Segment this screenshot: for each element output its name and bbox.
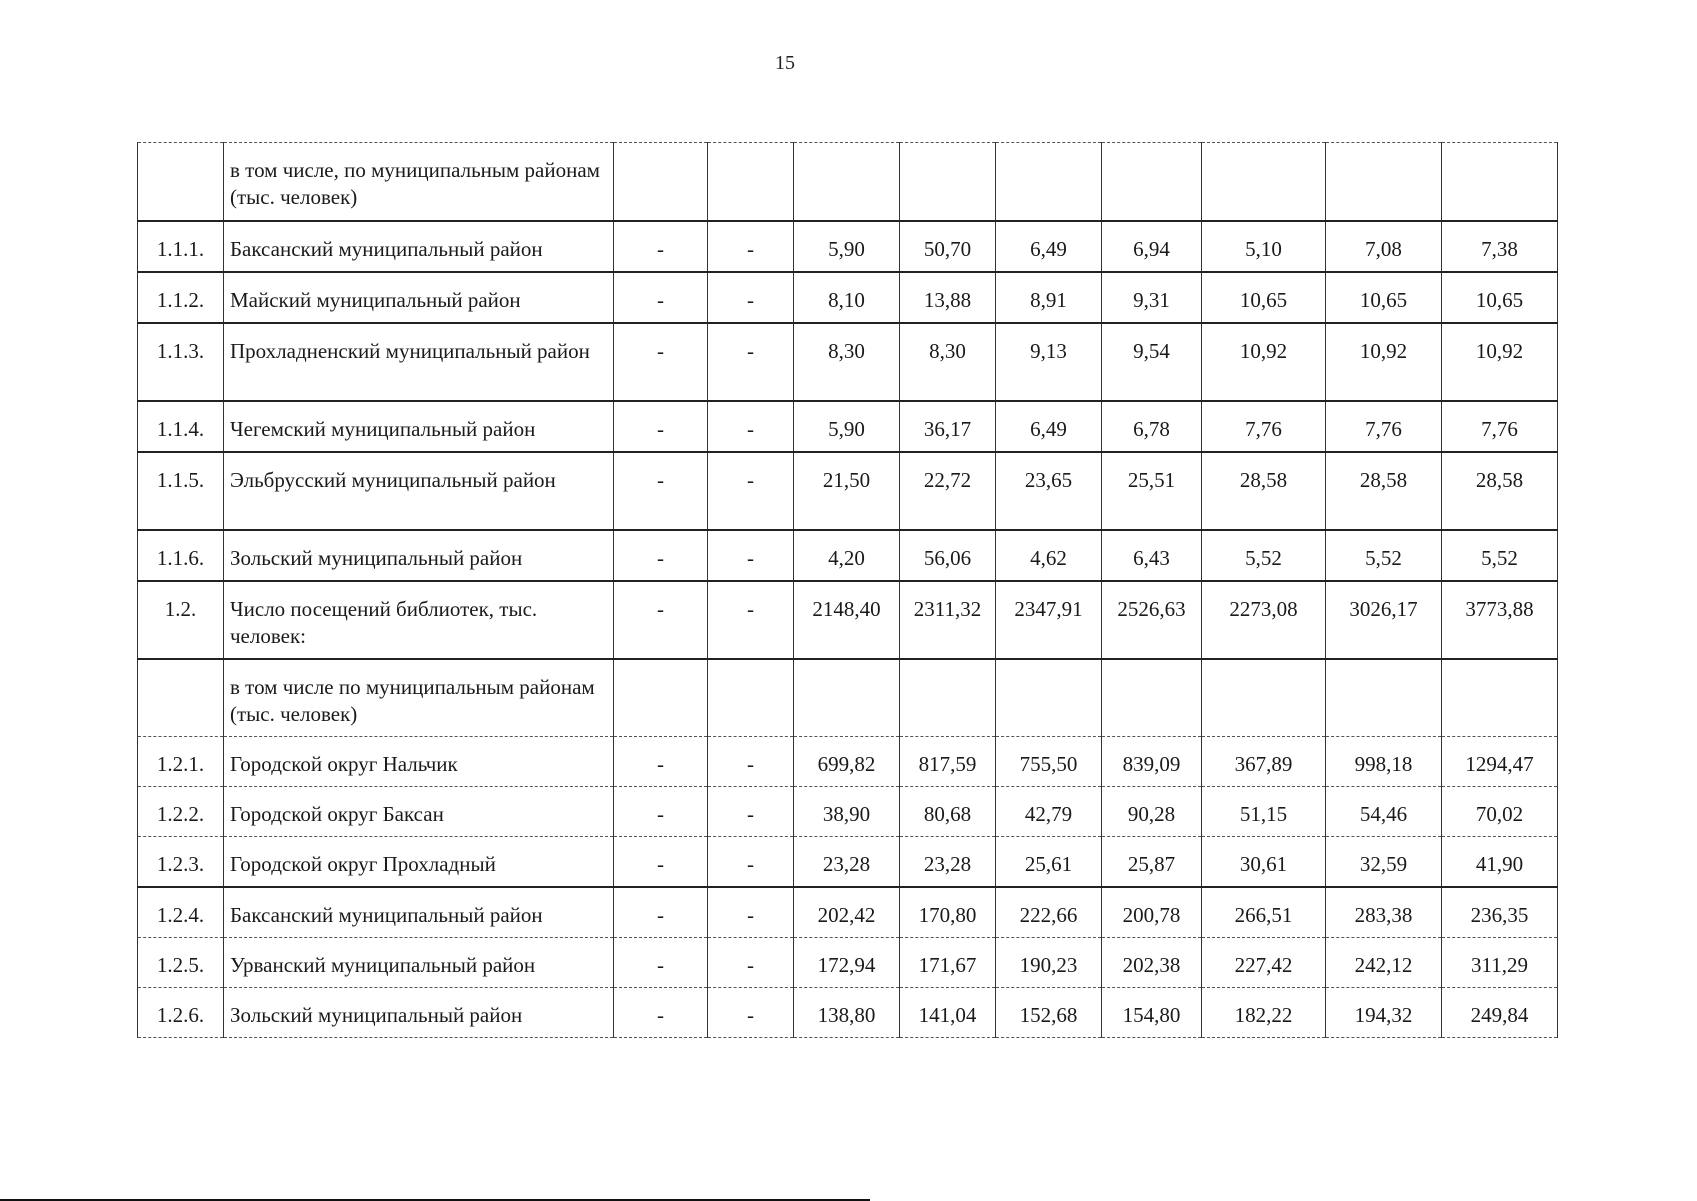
year-value-4: 839,09 [1102, 737, 1202, 787]
year-value-4: 200,78 [1102, 887, 1202, 938]
year-value-3: 25,61 [996, 837, 1102, 888]
row-name: Майский муниципальный район [224, 272, 614, 323]
year-value-7: 236,35 [1442, 887, 1558, 938]
col2-value: - [708, 787, 794, 837]
row-name: Чегемский муниципальный район [224, 401, 614, 452]
year-value-6: 10,92 [1326, 323, 1442, 401]
year-value-7: 10,65 [1442, 272, 1558, 323]
table-row [138, 143, 1558, 221]
year-value-6: 5,52 [1326, 530, 1442, 581]
year-value-6: 283,38 [1326, 887, 1442, 938]
col2-value: - [708, 938, 794, 988]
year-value-3: 9,13 [996, 323, 1102, 401]
year-value-5: 227,42 [1202, 938, 1326, 988]
row-name: Эльбрусский муниципальный район [224, 452, 614, 530]
col2-value [708, 143, 794, 221]
col2-value: - [708, 401, 794, 452]
year-value-1: 8,30 [794, 323, 900, 401]
col1-value: - [614, 401, 708, 452]
year-value-5: 266,51 [1202, 887, 1326, 938]
row-name: Баксанский муниципальный район [224, 221, 614, 272]
year-value-3: 6,49 [996, 221, 1102, 272]
year-value-2: 56,06 [900, 530, 996, 581]
row-number: 1.2.2. [138, 787, 224, 837]
year-value-6: 10,65 [1326, 272, 1442, 323]
year-value-7: 28,58 [1442, 452, 1558, 530]
year-value-2: 80,68 [900, 787, 996, 837]
table-row [138, 737, 1558, 787]
year-value-6: 32,59 [1326, 837, 1442, 888]
year-value-4: 6,43 [1102, 530, 1202, 581]
year-value-6: 7,76 [1326, 401, 1442, 452]
year-value-7: 41,90 [1442, 837, 1558, 888]
col1-value: - [614, 452, 708, 530]
row-name: Зольский муниципальный район [224, 988, 614, 1038]
row-name: Урванский муниципальный район [224, 938, 614, 988]
table-body [138, 143, 1558, 1038]
year-value-7: 70,02 [1442, 787, 1558, 837]
col2-value: - [708, 272, 794, 323]
table-row [138, 272, 1558, 323]
year-value-3: 6,49 [996, 401, 1102, 452]
year-value-1: 8,10 [794, 272, 900, 323]
col1-value: - [614, 787, 708, 837]
table-row [138, 988, 1558, 1038]
year-value-3: 4,62 [996, 530, 1102, 581]
row-name: Городской округ Прохладный [224, 837, 614, 888]
year-value-6 [1326, 143, 1442, 221]
col2-value: - [708, 887, 794, 938]
year-value-1: 172,94 [794, 938, 900, 988]
col2-value [708, 659, 794, 737]
row-number: 1.2.4. [138, 887, 224, 938]
col2-value: - [708, 530, 794, 581]
row-number: 1.2.1. [138, 737, 224, 787]
year-value-2: 13,88 [900, 272, 996, 323]
year-value-2: 8,30 [900, 323, 996, 401]
year-value-7: 10,92 [1442, 323, 1558, 401]
year-value-1 [794, 143, 900, 221]
year-value-1: 5,90 [794, 401, 900, 452]
table-row [138, 787, 1558, 837]
table-row [138, 221, 1558, 272]
year-value-3: 755,50 [996, 737, 1102, 787]
year-value-7: 7,38 [1442, 221, 1558, 272]
row-name: Баксанский муниципальный район [224, 887, 614, 938]
year-value-3: 42,79 [996, 787, 1102, 837]
col1-value: - [614, 530, 708, 581]
year-value-5 [1202, 143, 1326, 221]
col1-value: - [614, 938, 708, 988]
col1-value: - [614, 837, 708, 888]
year-value-6: 194,32 [1326, 988, 1442, 1038]
year-value-3: 8,91 [996, 272, 1102, 323]
year-value-6: 54,46 [1326, 787, 1442, 837]
col1-value: - [614, 272, 708, 323]
table-row [138, 581, 1558, 659]
row-number: 1.1.6. [138, 530, 224, 581]
year-value-3: 23,65 [996, 452, 1102, 530]
year-value-2: 2311,32 [900, 581, 996, 659]
row-number: 1.1.5. [138, 452, 224, 530]
year-value-2: 50,70 [900, 221, 996, 272]
table-row [138, 530, 1558, 581]
year-value-1: 138,80 [794, 988, 900, 1038]
year-value-6: 998,18 [1326, 737, 1442, 787]
table-row [138, 887, 1558, 938]
year-value-5: 5,10 [1202, 221, 1326, 272]
row-name: в том числе по муниципальным районам (тыс. человек) [224, 659, 614, 737]
year-value-7: 3773,88 [1442, 581, 1558, 659]
year-value-5: 10,65 [1202, 272, 1326, 323]
row-number [138, 659, 224, 737]
year-value-1: 699,82 [794, 737, 900, 787]
year-value-4: 6,94 [1102, 221, 1202, 272]
year-value-3: 2347,91 [996, 581, 1102, 659]
table-row [138, 837, 1558, 888]
year-value-7: 7,76 [1442, 401, 1558, 452]
row-name: Городской округ Нальчик [224, 737, 614, 787]
year-value-1 [794, 659, 900, 737]
year-value-5: 28,58 [1202, 452, 1326, 530]
year-value-1: 4,20 [794, 530, 900, 581]
year-value-4: 90,28 [1102, 787, 1202, 837]
year-value-7 [1442, 143, 1558, 221]
row-number [138, 143, 224, 221]
page-number: 15 [775, 52, 795, 74]
year-value-2: 36,17 [900, 401, 996, 452]
table-row [138, 401, 1558, 452]
year-value-5: 182,22 [1202, 988, 1326, 1038]
year-value-4: 2526,63 [1102, 581, 1202, 659]
year-value-3 [996, 659, 1102, 737]
year-value-6: 242,12 [1326, 938, 1442, 988]
year-value-4 [1102, 659, 1202, 737]
year-value-3: 152,68 [996, 988, 1102, 1038]
table-row [138, 938, 1558, 988]
year-value-2: 141,04 [900, 988, 996, 1038]
year-value-3: 222,66 [996, 887, 1102, 938]
row-name: Зольский муниципальный район [224, 530, 614, 581]
year-value-4: 6,78 [1102, 401, 1202, 452]
statistics-table [137, 142, 1558, 1038]
col2-value: - [708, 737, 794, 787]
row-name: Прохладненский муниципальный район [224, 323, 614, 401]
year-value-4: 154,80 [1102, 988, 1202, 1038]
year-value-2: 170,80 [900, 887, 996, 938]
year-value-2: 22,72 [900, 452, 996, 530]
year-value-1: 38,90 [794, 787, 900, 837]
col1-value: - [614, 988, 708, 1038]
year-value-5: 367,89 [1202, 737, 1326, 787]
col2-value: - [708, 221, 794, 272]
year-value-5: 7,76 [1202, 401, 1326, 452]
year-value-2 [900, 143, 996, 221]
year-value-7: 249,84 [1442, 988, 1558, 1038]
year-value-1: 2148,40 [794, 581, 900, 659]
year-value-7 [1442, 659, 1558, 737]
col1-value: - [614, 323, 708, 401]
year-value-1: 5,90 [794, 221, 900, 272]
year-value-5: 30,61 [1202, 837, 1326, 888]
col1-value [614, 143, 708, 221]
year-value-7: 311,29 [1442, 938, 1558, 988]
year-value-5: 2273,08 [1202, 581, 1326, 659]
year-value-2: 817,59 [900, 737, 996, 787]
col2-value: - [708, 452, 794, 530]
row-name: Городской округ Баксан [224, 787, 614, 837]
col2-value: - [708, 581, 794, 659]
year-value-4: 25,87 [1102, 837, 1202, 888]
row-number: 1.2. [138, 581, 224, 659]
row-name: Число посещений библиотек, тыс. человек: [224, 581, 614, 659]
year-value-5: 51,15 [1202, 787, 1326, 837]
row-number: 1.2.6. [138, 988, 224, 1038]
col1-value: - [614, 581, 708, 659]
table-row [138, 659, 1558, 737]
col2-value: - [708, 837, 794, 888]
year-value-1: 23,28 [794, 837, 900, 888]
year-value-6: 7,08 [1326, 221, 1442, 272]
year-value-4 [1102, 143, 1202, 221]
year-value-5 [1202, 659, 1326, 737]
year-value-2: 23,28 [900, 837, 996, 888]
row-number: 1.1.2. [138, 272, 224, 323]
col1-value [614, 659, 708, 737]
row-number: 1.1.3. [138, 323, 224, 401]
year-value-5: 5,52 [1202, 530, 1326, 581]
col1-value: - [614, 887, 708, 938]
year-value-3: 190,23 [996, 938, 1102, 988]
col1-value: - [614, 221, 708, 272]
row-number: 1.1.1. [138, 221, 224, 272]
year-value-1: 21,50 [794, 452, 900, 530]
year-value-5: 10,92 [1202, 323, 1326, 401]
col2-value: - [708, 988, 794, 1038]
year-value-4: 202,38 [1102, 938, 1202, 988]
year-value-7: 1294,47 [1442, 737, 1558, 787]
col1-value: - [614, 737, 708, 787]
year-value-6 [1326, 659, 1442, 737]
row-number: 1.2.3. [138, 837, 224, 888]
col2-value: - [708, 323, 794, 401]
year-value-7: 5,52 [1442, 530, 1558, 581]
table-row [138, 452, 1558, 530]
row-number: 1.1.4. [138, 401, 224, 452]
table-row [138, 323, 1558, 401]
year-value-1: 202,42 [794, 887, 900, 938]
year-value-2 [900, 659, 996, 737]
row-number: 1.2.5. [138, 938, 224, 988]
year-value-6: 3026,17 [1326, 581, 1442, 659]
year-value-6: 28,58 [1326, 452, 1442, 530]
year-value-4: 9,31 [1102, 272, 1202, 323]
row-name: в том числе, по муниципальным районам (тыс. человек) [224, 143, 614, 221]
year-value-2: 171,67 [900, 938, 996, 988]
year-value-4: 25,51 [1102, 452, 1202, 530]
year-value-3 [996, 143, 1102, 221]
year-value-4: 9,54 [1102, 323, 1202, 401]
